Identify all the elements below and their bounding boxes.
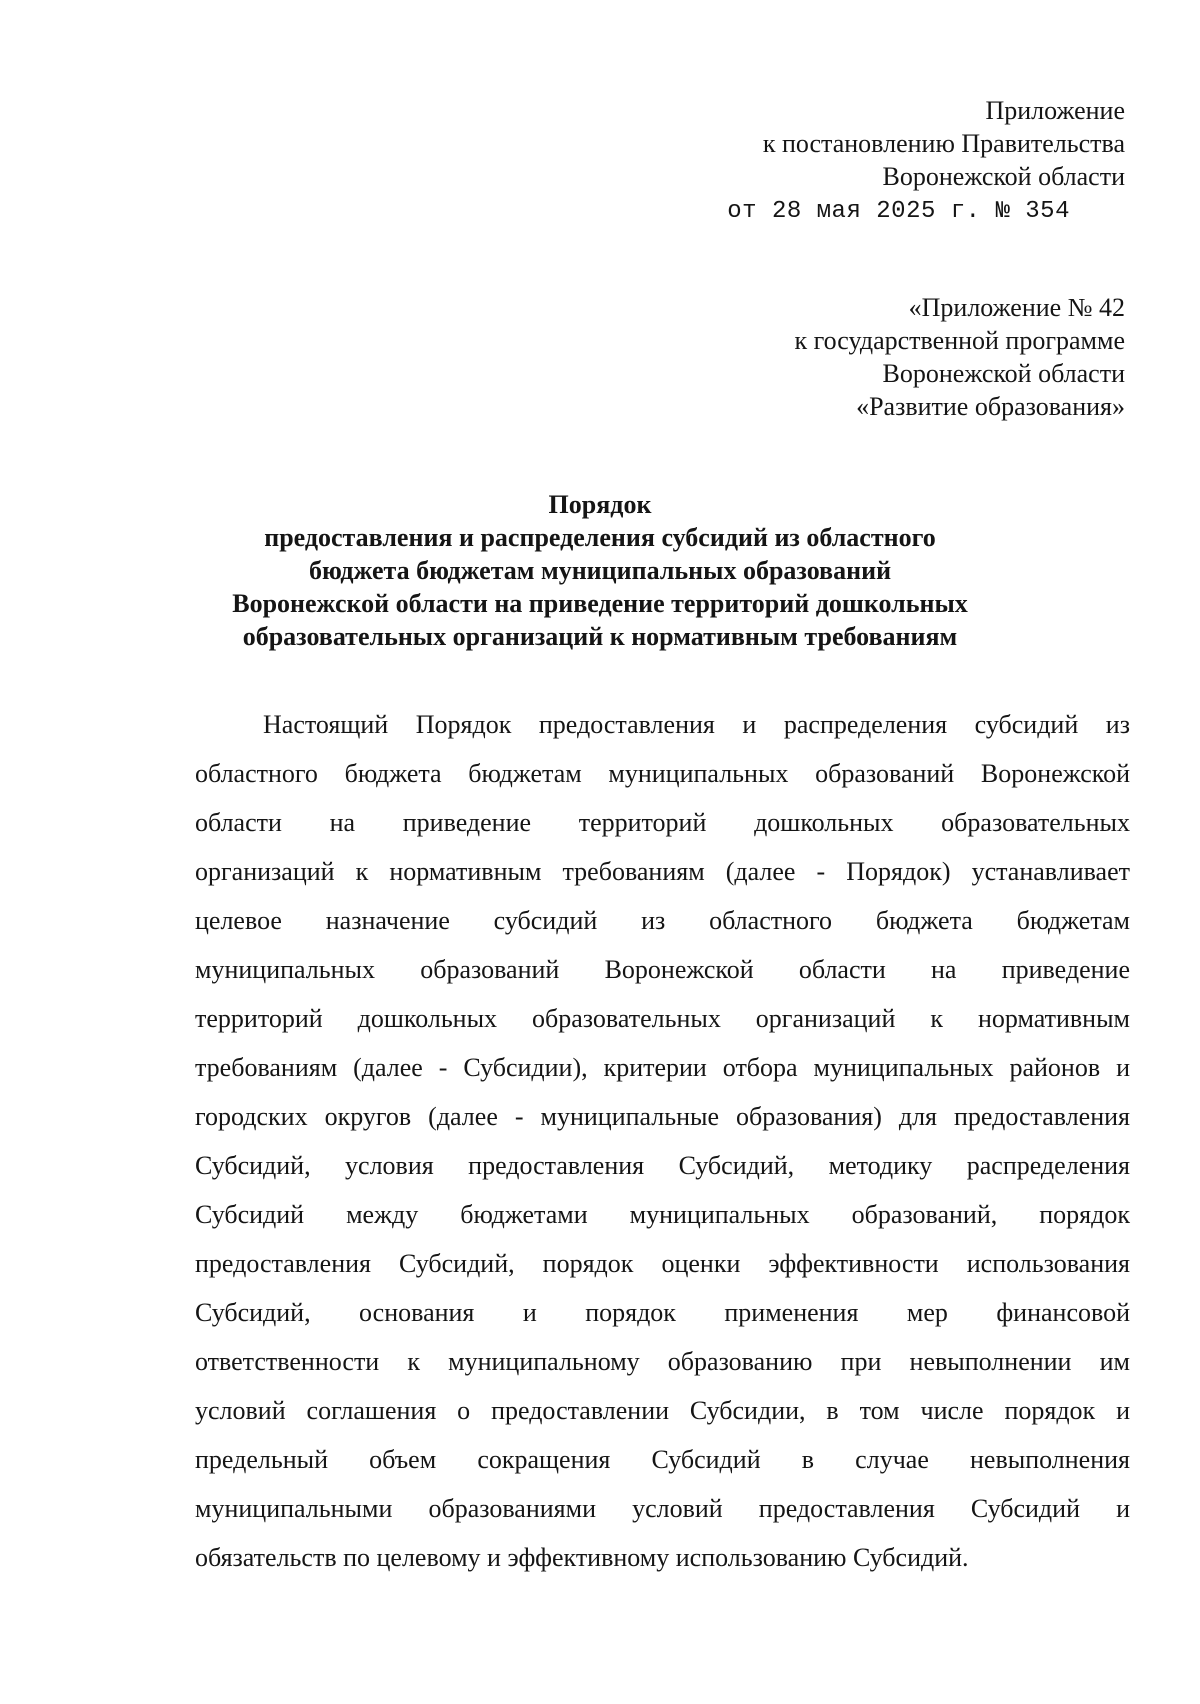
body-line: муниципальными образованиями условий предоставления Субсидий и xyxy=(195,1494,1130,1523)
body-line: организаций к нормативным требованиям (далее - Порядок) устанавливает xyxy=(195,857,1130,886)
appendix-region: Воронежской области xyxy=(882,162,1125,191)
body-line: целевое назначение субсидий из областного бюджета бюджетам xyxy=(195,906,1130,935)
resolution-date-number: от 28 мая 2025 г. № 354 xyxy=(727,198,1070,225)
body-line: требованиям (далее - Субсидии), критерии отбора муниципальных районов и xyxy=(195,1053,1130,1082)
body-paragraph xyxy=(195,700,1130,1582)
body-line: предельный объем сокращения Субсидий в случае невыполнения xyxy=(195,1445,1130,1474)
title-heading: Порядок xyxy=(548,490,652,519)
body-line: ответственности к муниципальному образованию при невыполнении им xyxy=(195,1347,1130,1376)
program-appendix-program-ref: к государственной программе xyxy=(794,326,1125,355)
body-line: областного бюджета бюджетам муниципальных образований Воронежской xyxy=(195,759,1130,788)
body-line: Субсидий между бюджетами муниципальных образований, порядок xyxy=(195,1200,1130,1229)
program-appendix-program-name: «Развитие образования» xyxy=(856,392,1125,421)
appendix-label: Приложение xyxy=(985,96,1125,125)
body-line: Субсидий, условия предоставления Субсидий, методику распределения xyxy=(195,1151,1130,1180)
title-line: бюджета бюджетам муниципальных образований xyxy=(308,556,892,585)
body-line: области на приведение территорий дошкольных образовательных xyxy=(195,808,1130,837)
body-line: Настоящий Порядок предоставления и распределения субсидий из xyxy=(263,710,1130,739)
program-appendix-number: «Приложение № 42 xyxy=(908,293,1125,322)
body-line: обязательств по целевому и эффективному использованию Субсидий. xyxy=(195,1543,969,1572)
body-line: городских округов (далее - муниципальные образования) для предоставления xyxy=(195,1102,1130,1131)
body-line: территорий дошкольных образовательных организаций к нормативным xyxy=(195,1004,1130,1033)
body-line: муниципальных образований Воронежской области на приведение xyxy=(195,955,1130,984)
document-title xyxy=(140,488,1060,653)
body-line: предоставления Субсидий, порядок оценки эффективности использования xyxy=(195,1249,1130,1278)
program-appendix-header xyxy=(795,291,1126,423)
title-line: Воронежской области на приведение территорий дошкольных xyxy=(232,589,968,618)
appendix-resolution-ref: к постановлению Правительства xyxy=(762,129,1125,158)
program-appendix-region: Воронежской области xyxy=(882,359,1125,388)
body-line: условий соглашения о предоставлении Субсидии, в том числе порядок и xyxy=(195,1396,1130,1425)
title-line: образовательных организаций к нормативным требованиям xyxy=(242,622,958,651)
title-line: предоставления и распределения субсидий из областного xyxy=(264,523,936,552)
body-line: Субсидий, основания и порядок применения мер финансовой xyxy=(195,1298,1130,1327)
resolution-appendix-header xyxy=(727,94,1125,228)
